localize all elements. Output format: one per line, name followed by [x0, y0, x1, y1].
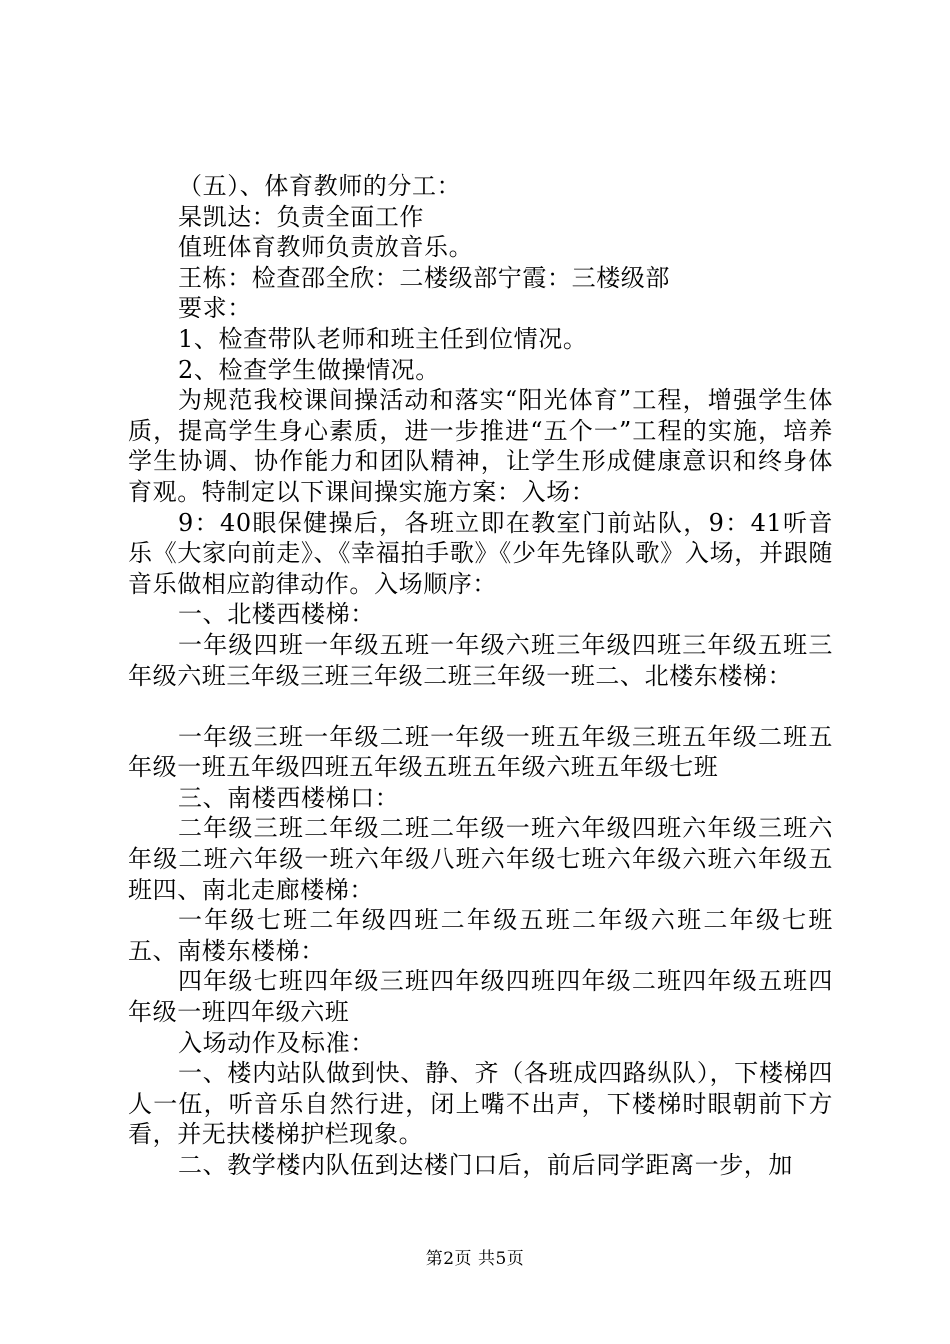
paragraph-purpose: 为规范我校课间操活动和落实“阳光体育”工程，增强学生体质，提高学生身心素质，进一步推进“五个一”工程的实施，培养学生协调、协作能力和团队精神，让学生形成健康意识和终身体育观。特制定以下课间操实施方案：入场： — [128, 386, 833, 506]
paragraph-teacher-1: 杲凯达：负责全面工作 — [178, 202, 424, 231]
paragraph-blank — [128, 691, 833, 722]
page-number-footer: 第2页 共5页 — [425, 1249, 525, 1269]
paragraph-requirement-2: 2、检查学生做操情况。 — [178, 355, 440, 384]
paragraph-corridor-classes: 一年级七班二年级四班二年级五班二年级六班二年级七班五、南楼东楼梯： — [128, 906, 833, 965]
paragraph-requirement-1: 1、检查带队老师和班主任到位情况。 — [178, 324, 588, 353]
paragraph-north-east-classes: 一年级三班一年级二班一年级一班五年级三班五年级二班五年级一班五年级四班五年级五班五年级六班五年级七班 — [128, 722, 833, 782]
paragraph-south-west-classes: 二年级三班二年级二班二年级一班六年级四班六年级三班六年级二班六年级一班六年级八班六年级七班六年级六班六年级五班四、南北走廊楼梯： — [128, 814, 833, 904]
document-body — [128, 171, 833, 1181]
paragraph-requirements-heading: 要求： — [178, 294, 252, 323]
paragraph-standard-2: 二、教学楼内队伍到达楼门口后，前后同学距离一步，加 — [178, 1151, 793, 1179]
paragraph-standard-1: 一、楼内站队做到快、静、齐（各班成四路纵队），下楼梯四人一伍，听音乐自然行进，闭上嘴不出声，下楼梯时眼朝前下方看，并无扶楼梯护栏现象。 — [128, 1059, 833, 1149]
paragraph-north-west-stairs: 一、北楼西楼梯： — [178, 600, 375, 629]
paragraph-section-title: （五）、体育教师的分工： — [178, 172, 462, 200]
paragraph-entry-standards-heading: 入场动作及标准： — [178, 1028, 375, 1057]
paragraph-north-west-classes: 一年级四班一年级五班一年级六班三年级四班三年级五班三年级六班三年级三班三年级二班三年级一班二、北楼东楼梯： — [128, 630, 833, 690]
paragraph-schedule: 9：40眼保健操后，各班立即在教室门前站队，9：41听音乐《大家向前走》、《幸福拍手歌》《少年先锋队歌》入场，并跟随音乐做相应韵律动作。入场顺序： — [128, 508, 833, 598]
paragraph-south-east-classes: 四年级七班四年级三班四年级四班四年级二班四年级五班四年级一班四年级六班 — [128, 967, 833, 1027]
paragraph-inspectors: 王栋：检查邵全欣：二楼级部宁霞：三楼级部 — [178, 263, 670, 292]
paragraph-duty-teacher: 值班体育教师负责放音乐。 — [178, 233, 474, 262]
paragraph-south-west-stairs: 三、南楼西楼梯口： — [178, 783, 400, 812]
